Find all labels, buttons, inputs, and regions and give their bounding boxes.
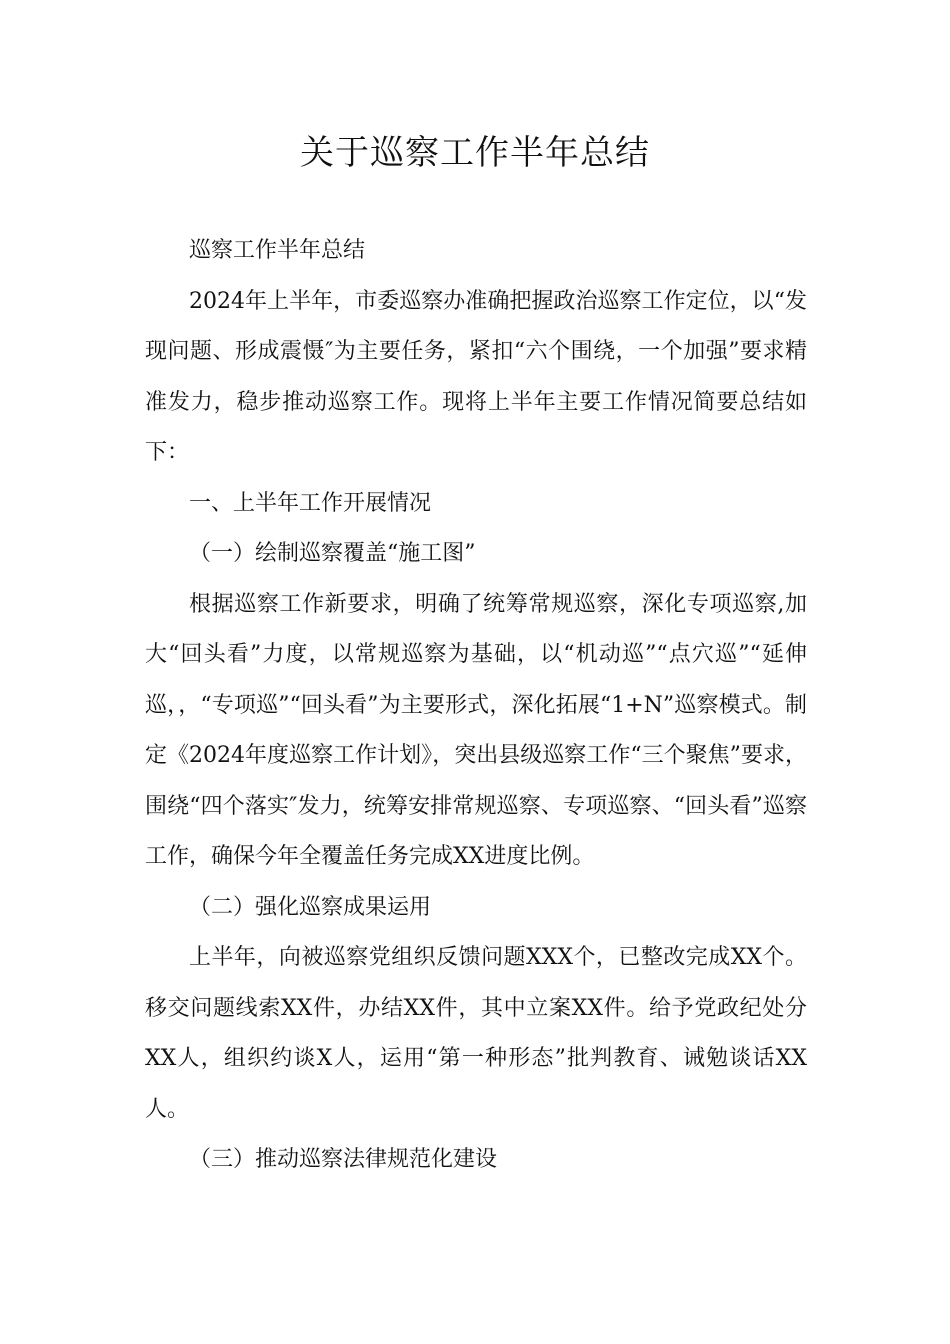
paragraph-intro: 2024年上半年，市委巡察办准确把握政治巡察工作定位，以“发现问题、形成震慑″为主要任务，紧扣“六个围绕，一个加强”要求精准发力，稳步推动巡察工作。现将上半年主要工作情况简要总结如下： (145, 288, 807, 465)
subsection-heading-2: （二）强化巡察成果运用 (189, 894, 432, 920)
paragraph-subtitle: 巡察工作半年总结 (189, 238, 366, 263)
document-title: 关于巡察工作半年总结 (300, 133, 650, 173)
paragraph-subsection-2: 上半年，向被巡察党组织反馈问题XXX个，已整改完成XX个。移交问题线索XX件，办结XX件，其中立案XX件。给予党政纪处分XX人，组织约谈X人，运用“第一种形态”批判教育、诫勉谈话XX人。 (145, 945, 807, 1122)
subsection-heading-3: （三）推动巡察法律规范化建设 (189, 1147, 498, 1172)
paragraph-subsection-1: 根据巡察工作新要求，明确了统筹常规巡察，深化专项巡察,加大“回头看”力度，以常规巡察为基础，以“机动巡”“点穴巡”“延伸巡，，“专项巡”“回头看”为主要形式，深化拓展“1+N”巡察模式。制定《2024年度巡察工作计划》，突出县级巡察工作“三个聚焦”要求，围绕“四个落实″发力，统筹安排常规巡察、专项巡察、“回头看”巡察工作，确保今年全覆盖任务完成XX进度比例。 (145, 591, 807, 869)
subsection-heading-1: （一）绘制巡察覆盖“施工图” (189, 541, 476, 566)
document-body (145, 226, 807, 1186)
section-heading-1: 一、上半年工作开展情况 (189, 490, 432, 516)
